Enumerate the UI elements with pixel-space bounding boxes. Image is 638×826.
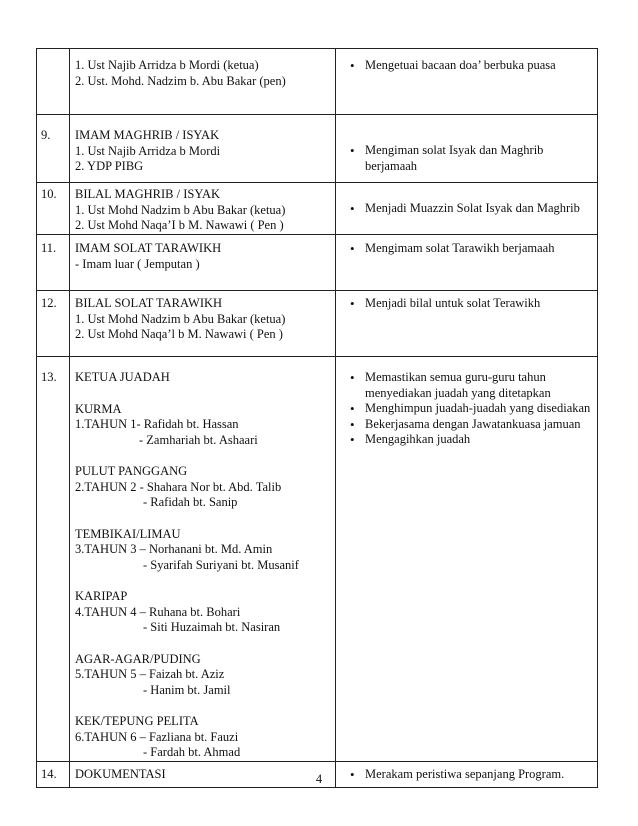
member-line: 2. Ust. Mohd. Nadzim b. Abu Bakar (pen) (75, 73, 286, 88)
member-line: - Rafidah bt. Sanip (143, 495, 238, 509)
row-number: 14. (37, 761, 70, 787)
task-item: • Bekerjasama dengan Jawatankuasa jamuan (350, 417, 593, 433)
committee-table (36, 48, 598, 788)
member-line: 2. Ust Mohd Naqa’l b M. Nawawi ( Pen ) (75, 327, 283, 341)
member-line: 4.TAHUN 4 – Ruhana bt. Bohari (75, 604, 241, 619)
row-number (37, 49, 70, 115)
position-cell (70, 49, 336, 115)
member-line: - Fardah bt. Ahmad (143, 745, 241, 759)
member-line: 1. Ust Najib Arridza b Mordi (75, 143, 221, 158)
member-line: - Hanim bt. Jamil (143, 682, 231, 697)
row-number: 11. (37, 235, 70, 291)
food-category: KEK/TEPUNG PELITA (75, 714, 199, 728)
member-line: 5.TAHUN 5 – Faizah bt. Aziz (75, 667, 225, 681)
position-cell (70, 291, 336, 357)
tasks-cell (336, 291, 598, 357)
tasks-cell (336, 235, 598, 291)
position-title: DOKUMENTASI (75, 766, 166, 781)
food-category: KURMA (75, 401, 122, 416)
table-row (37, 115, 598, 183)
task-item: • Menjadi Muazzin Solat Isyak dan Maghrib (350, 201, 593, 217)
task-item: • Memastikan semua guru-guru tahun menyediakan juadah yang ditetapkan (350, 370, 593, 401)
row-number: 13. (37, 357, 70, 762)
member-line: 2. YDP PIBG (75, 159, 144, 173)
food-category: TEMBIKAI/LIMAU (75, 526, 181, 541)
tasks-cell (336, 183, 598, 235)
position-title: IMAM SOLAT TARAWIKH (75, 241, 222, 255)
table-row (37, 235, 598, 291)
tasks-cell (336, 115, 598, 183)
task-item: • Menjadi bilal untuk solat Terawikh (350, 296, 593, 312)
task-item: • Mengetuai bacaan doa’ berbuka puasa (350, 58, 593, 74)
table-row (37, 291, 598, 357)
position-title: BILAL SOLAT TARAWIKH (75, 296, 223, 310)
tasks-cell (336, 357, 598, 762)
member-line: 1.TAHUN 1- Rafidah bt. Hassan (75, 417, 239, 431)
food-category: PULUT PANGGANG (75, 464, 188, 478)
member-line: - Syarifah Suriyani bt. Musanif (143, 557, 299, 572)
task-item: • Menghimpun juadah-juadah yang disediakan (350, 401, 593, 417)
row-number: 10. (37, 183, 70, 235)
task-item: • Mengiman solat Isyak dan Maghrib berjamaah (350, 143, 593, 174)
position-title: KETUA JUADAH (75, 370, 170, 384)
position-cell (70, 115, 336, 183)
food-category: AGAR-AGAR/PUDING (75, 651, 201, 666)
table-row (37, 49, 598, 115)
position-title: IMAM MAGHRIB / ISYAK (75, 128, 220, 142)
position-cell (70, 183, 336, 235)
position-title: BILAL MAGHRIB / ISYAK (75, 187, 221, 201)
page-number: 4 (315, 772, 323, 786)
row-number: 12. (37, 291, 70, 357)
food-category: KARIPAP (75, 589, 128, 603)
member-line: 2.TAHUN 2 - Shahara Nor bt. Abd. Talib (75, 479, 282, 494)
task-item: • Merakam peristiwa sepanjang Program. (350, 767, 593, 783)
member-line: 1. Ust Mohd Nadzim b Abu Bakar (ketua) (75, 202, 286, 217)
table-row (37, 357, 598, 762)
member-line: 6.TAHUN 6 – Fazliana bt. Fauzi (75, 729, 239, 744)
member-line: 1. Ust Mohd Nadzim b Abu Bakar (ketua) (75, 311, 286, 326)
member-line: - Zamhariah bt. Ashaari (139, 432, 258, 447)
position-cell (70, 235, 336, 291)
member-line: 3.TAHUN 3 – Norhanani bt. Md. Amin (75, 542, 273, 556)
tasks-cell (336, 49, 598, 115)
member-line: 1. Ust Najib Arridza b Mordi (ketua) (75, 58, 259, 72)
position-cell (70, 357, 336, 762)
task-item: • Mengimam solat Tarawikh berjamaah (350, 241, 593, 257)
task-item: • Mengagihkan juadah (350, 432, 593, 448)
row-number: 9. (37, 115, 70, 183)
member-line: - Imam luar ( Jemputan ) (75, 256, 200, 271)
member-line: - Siti Huzaimah bt. Nasiran (143, 620, 281, 634)
table-row (37, 183, 598, 235)
member-line: 2. Ust Mohd Naqa’I b M. Nawawi ( Pen ) (75, 218, 284, 232)
